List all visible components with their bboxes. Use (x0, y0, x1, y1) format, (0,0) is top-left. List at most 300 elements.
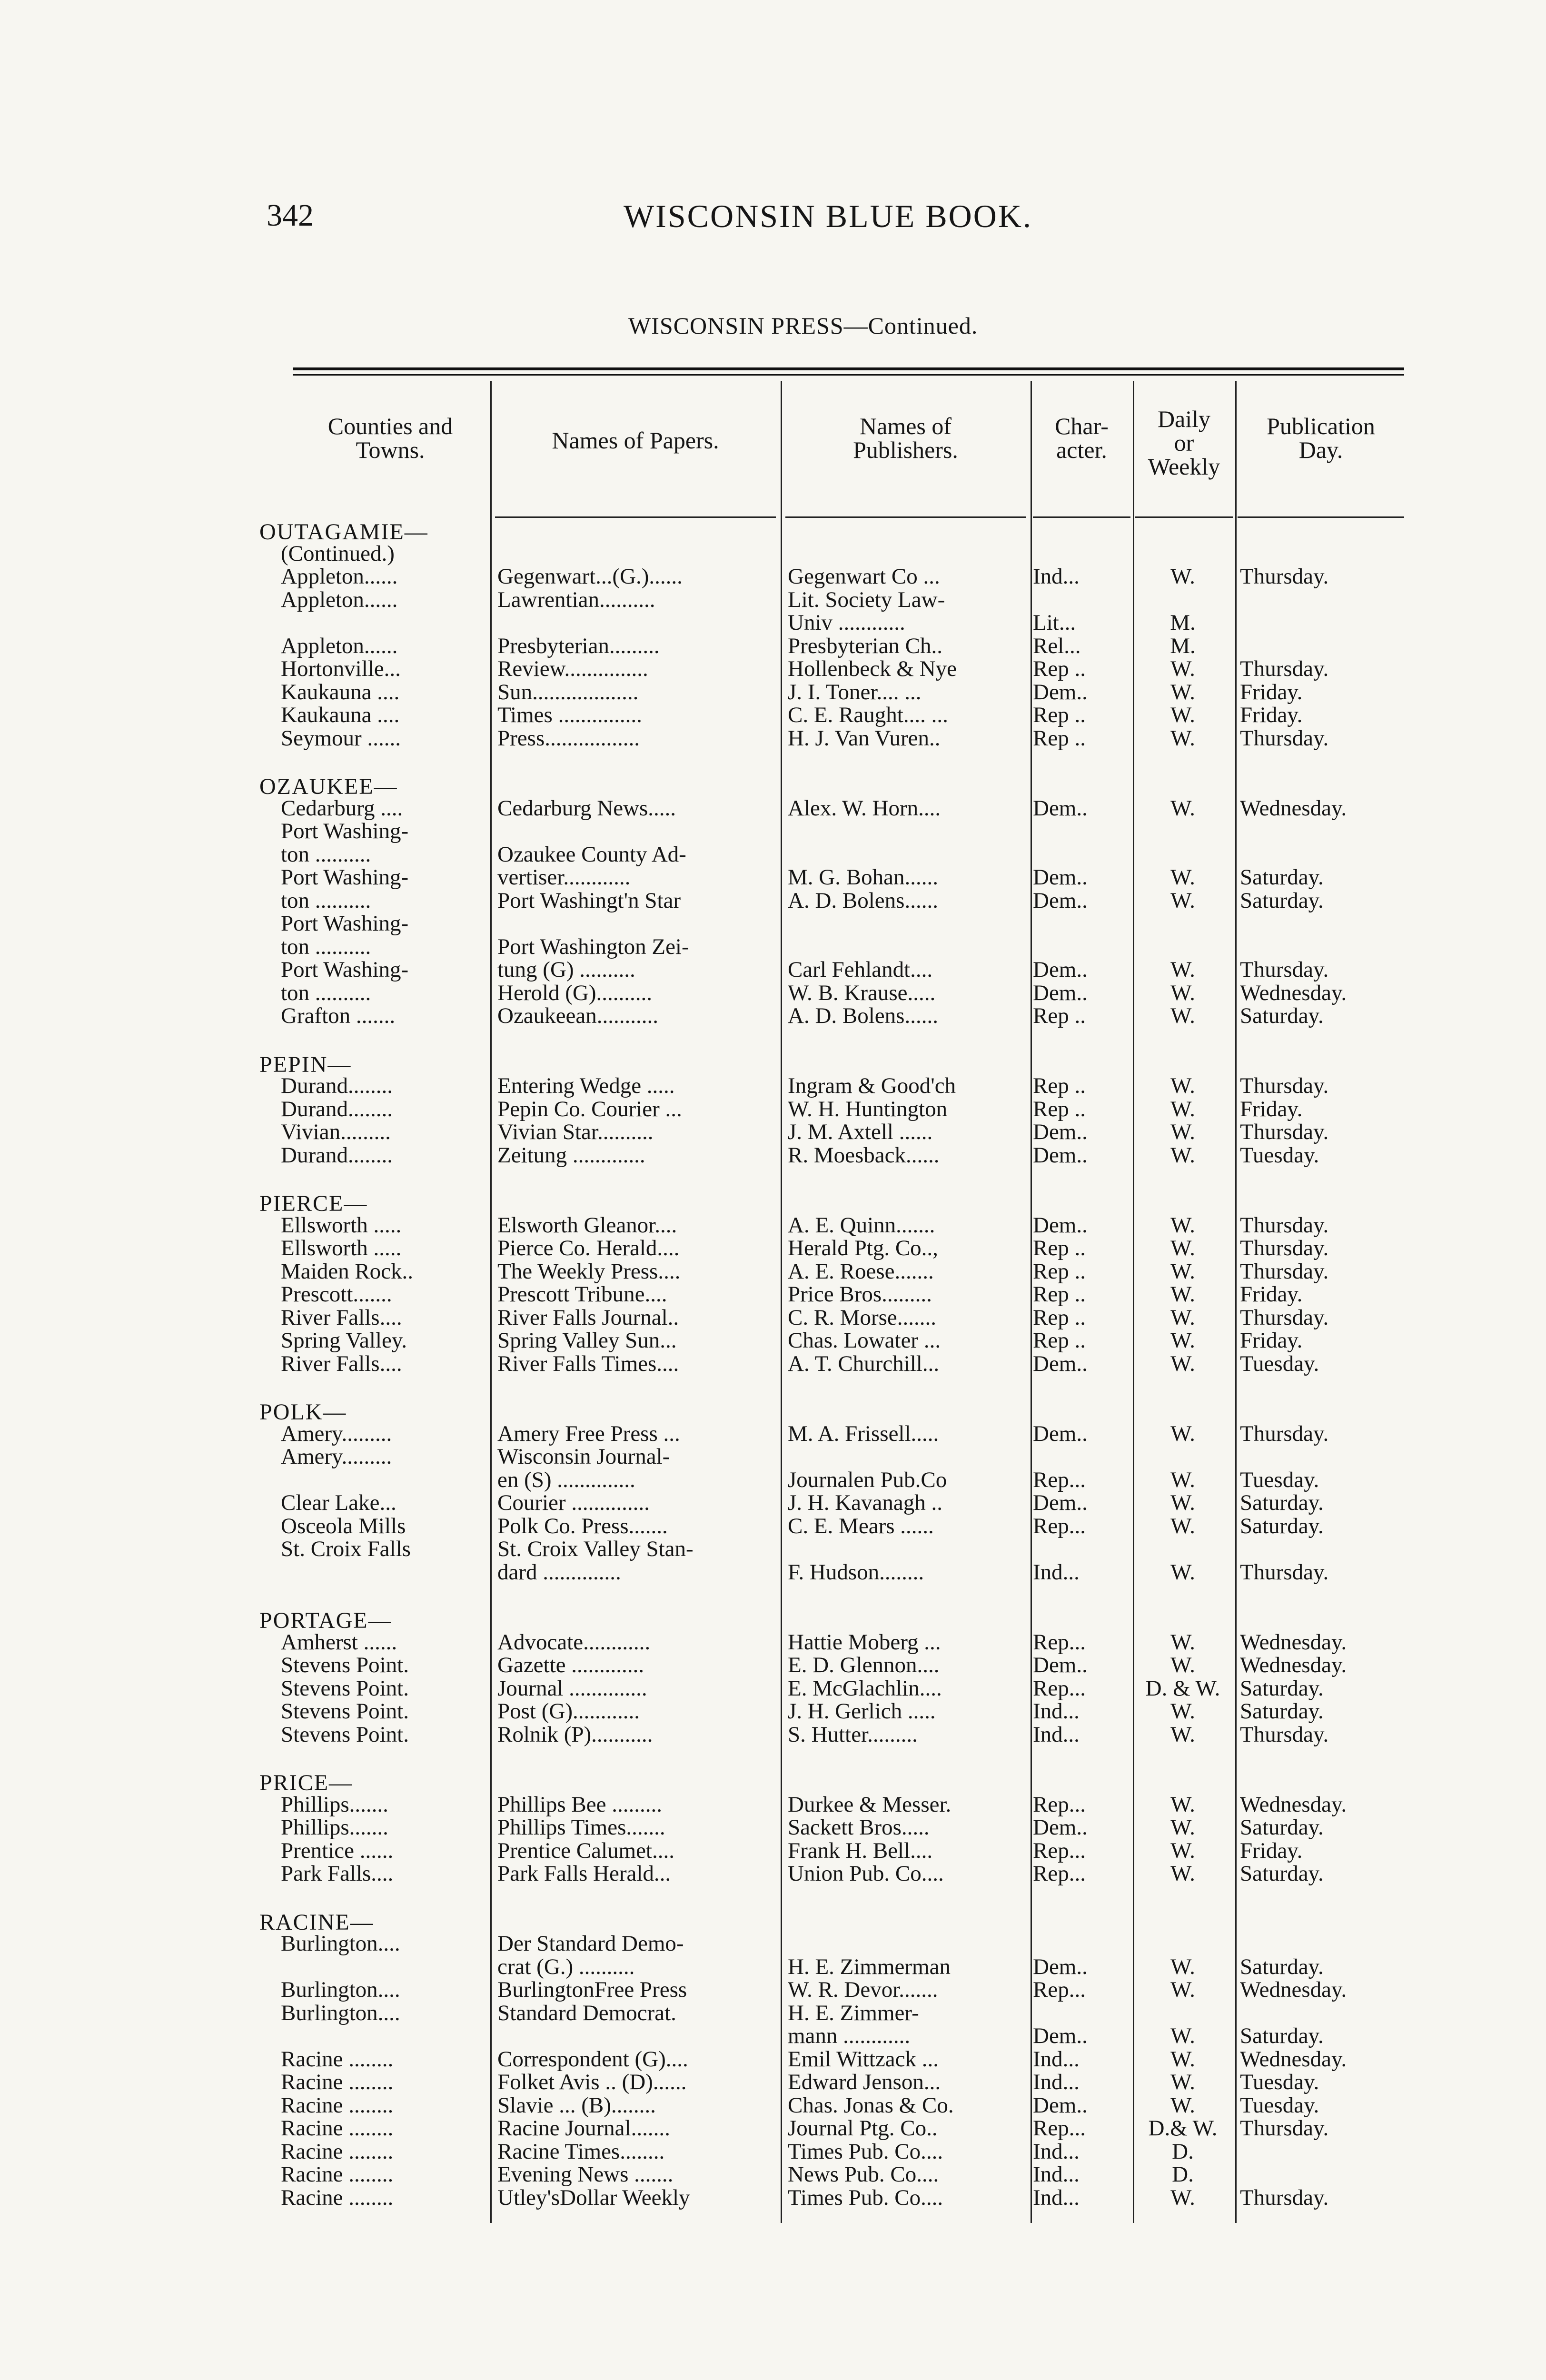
cell-day: Friday. (1240, 1096, 1303, 1121)
cell-town: Appleton...... (281, 564, 398, 589)
cell-paper: Advocate............ (497, 1629, 651, 1655)
cell-frequency: W. (1170, 725, 1195, 751)
cell-paper: Entering Wedge ..... (497, 1073, 675, 1098)
cell-character: Rep .. (1033, 1073, 1086, 1098)
cell-paper: Amery Free Press ... (497, 1421, 680, 1446)
cell-town: Durand........ (281, 1096, 393, 1121)
cell-town: Park Falls.... (281, 1861, 394, 1886)
page-header (0, 198, 1546, 259)
running-title: WISCONSIN BLUE BOOK. (624, 198, 1032, 234)
header-day (1238, 414, 1404, 462)
cell-character: Dem.. (1033, 679, 1088, 704)
cell-character: Rep... (1033, 1467, 1086, 1492)
cell-character: Dem.. (1033, 1815, 1088, 1840)
cell-paper: tung (G) .......... (497, 957, 635, 982)
cell-paper: Port Washington Zei- (497, 934, 689, 959)
cell-frequency: W. (1170, 1977, 1195, 2002)
cell-paper: Standard Democrat. (497, 2000, 676, 2025)
cell-frequency: W. (1170, 1328, 1195, 1353)
header-line: or (1174, 429, 1194, 456)
cell-frequency: W. (1170, 1490, 1195, 1515)
cell-town: Phillips....... (281, 1815, 388, 1840)
cell-character: Rep... (1033, 2116, 1086, 2141)
cell-town: Stevens Point. (281, 1722, 409, 1747)
cell-town: Amery......... (281, 1421, 392, 1446)
cell-paper: Lawrentian.......... (497, 587, 655, 612)
cell-paper: Correspondent (G).... (497, 2046, 688, 2072)
cell-day: Tuesday. (1240, 1467, 1319, 1492)
cell-town: Ellsworth ..... (281, 1212, 402, 1238)
cell-town: ton .......... (281, 888, 371, 913)
cell-frequency: W. (1170, 1120, 1195, 1144)
cell-town: Stevens Point. (281, 1699, 409, 1724)
cell-day: Friday. (1240, 703, 1303, 727)
cell-publisher: Herald Ptg. Co.., (788, 1236, 938, 1260)
cell-publisher: W. B. Krause..... (788, 980, 936, 1005)
cell-day: Thursday. (1240, 2116, 1329, 2141)
cell-day: Saturday. (1240, 1699, 1324, 1724)
cell-frequency: W. (1170, 1513, 1195, 1538)
cell-frequency: W. (1170, 1467, 1195, 1492)
cell-character: Dem.. (1033, 1421, 1088, 1446)
cell-character: Ind... (1033, 564, 1080, 589)
cell-day: Wednesday. (1240, 2046, 1347, 2072)
cell-publisher: S. Hutter......... (788, 1722, 918, 1747)
cell-character: Dem.. (1033, 888, 1088, 913)
cell-paper: Racine Times........ (497, 2139, 665, 2164)
cell-character: Dem.. (1033, 1212, 1088, 1238)
cell-paper: Polk Co. Press....... (497, 1513, 668, 1538)
cell-day: Wednesday. (1240, 1629, 1347, 1655)
cell-paper: crat (G.) .......... (497, 1954, 635, 1979)
cell-paper: River Falls Journal.. (497, 1305, 679, 1330)
cell-character: Rep... (1033, 1792, 1086, 1817)
cell-frequency: W. (1170, 1421, 1195, 1446)
cell-publisher: Carl Fehlandt.... (788, 957, 933, 982)
cell-town: Kaukauna .... (281, 679, 400, 704)
cell-publisher: Durkee & Messer. (788, 1792, 951, 1817)
cell-character: Rep... (1033, 1513, 1086, 1538)
cell-day: Wednesday. (1240, 1653, 1347, 1677)
cell-town: Racine ........ (281, 2162, 394, 2187)
cell-paper: Phillips Times....... (497, 1815, 665, 1840)
cell-day: Tuesday. (1240, 1351, 1319, 1376)
cell-frequency: W. (1170, 1861, 1195, 1886)
cell-paper: BurlingtonFree Press (497, 1977, 687, 2002)
cell-character: Dem.. (1033, 1954, 1088, 1979)
cell-paper: Sun................... (497, 679, 639, 704)
cell-day: Tuesday. (1240, 1142, 1319, 1168)
header-line: acter. (1056, 436, 1107, 463)
cell-publisher: Hollenbeck & Nye (788, 656, 957, 681)
header-line: Day. (1298, 436, 1343, 463)
cell-publisher: Edward Jenson... (788, 2070, 941, 2094)
cell-character: Rep .. (1033, 1305, 1086, 1330)
header-underline (495, 516, 776, 518)
cell-frequency: W. (1170, 1236, 1195, 1260)
cell-frequency: M. (1170, 610, 1196, 635)
cell-frequency: W. (1170, 1096, 1195, 1121)
cell-frequency: W. (1170, 1629, 1195, 1655)
cell-town: Racine ........ (281, 2116, 394, 2141)
header-line: Weekly (1148, 453, 1220, 480)
cell-town: Racine ........ (281, 2092, 394, 2118)
cell-publisher: H. E. Zimmer- (788, 2000, 919, 2025)
cell-town: Burlington.... (281, 1931, 400, 1956)
cell-paper: Prentice Calumet.... (497, 1838, 674, 1863)
cell-frequency: W. (1170, 1073, 1195, 1098)
cell-town: Amery......... (281, 1444, 392, 1469)
cell-publisher: Presbyterian Ch.. (788, 633, 943, 658)
cell-frequency: W. (1170, 1259, 1195, 1284)
cell-day: Saturday. (1240, 1861, 1324, 1886)
cell-paper: Racine Journal....... (497, 2116, 670, 2141)
cell-character: Rep .. (1033, 1259, 1086, 1284)
cell-character: Dem.. (1033, 795, 1088, 821)
cell-frequency: W. (1170, 1838, 1195, 1863)
cell-day: Thursday. (1240, 957, 1329, 982)
cell-town: Durand........ (281, 1142, 393, 1168)
cell-paper: Herold (G).......... (497, 980, 653, 1005)
cell-town: Durand........ (281, 1073, 393, 1098)
cell-publisher: H. J. Van Vuren.. (788, 725, 941, 751)
cell-publisher: Times Pub. Co.... (788, 2185, 943, 2210)
cell-town: ton .......... (281, 934, 371, 959)
cell-paper: Ozaukee County Ad- (497, 842, 686, 867)
cell-character: Dem.. (1033, 1351, 1088, 1376)
cell-publisher: E. McGlachlin.... (788, 1676, 942, 1701)
cell-character: Rep .. (1033, 1096, 1086, 1121)
cell-day: Thursday. (1240, 1259, 1329, 1284)
header-underline (785, 516, 1026, 518)
cell-frequency: W. (1170, 2092, 1195, 2118)
cell-publisher: A. D. Bolens...... (788, 1003, 938, 1028)
cell-paper: Der Standard Demo- (497, 1931, 684, 1956)
cell-day: Saturday. (1240, 1003, 1324, 1028)
cell-paper: Post (G)............ (497, 1699, 640, 1724)
cell-town: Seymour ...... (281, 725, 401, 751)
cell-town: Burlington.... (281, 1977, 400, 2002)
cell-publisher: Frank H. Bell.... (788, 1838, 933, 1863)
cell-paper: Wisconsin Journal- (497, 1444, 670, 1469)
cell-town: Prentice ...... (281, 1838, 394, 1863)
cell-publisher: News Pub. Co.... (788, 2162, 939, 2187)
cell-day: Saturday. (1240, 865, 1324, 890)
cell-paper: Gegenwart...(G.)...... (497, 564, 683, 589)
cell-publisher: C. R. Morse....... (788, 1305, 937, 1330)
county-heading: PORTAGE— (259, 1608, 392, 1633)
cell-town: Port Washing- (281, 819, 409, 843)
top-rule (293, 367, 1404, 370)
cell-frequency: W. (1170, 1212, 1195, 1238)
county-heading: PRICE— (259, 1770, 353, 1795)
cell-town: Osceola Mills (281, 1513, 406, 1538)
cell-frequency: W. (1170, 795, 1195, 821)
cell-character: Ind... (1033, 2046, 1080, 2072)
cell-town: Port Washing- (281, 865, 409, 890)
cell-frequency: W. (1170, 957, 1195, 982)
cell-publisher: A. T. Churchill... (788, 1351, 940, 1376)
cell-character: Rep .. (1033, 656, 1086, 681)
cell-publisher: Chas. Lowater ... (788, 1328, 941, 1353)
cell-publisher: C. E. Mears ...... (788, 1513, 934, 1538)
cell-paper: Journal .............. (497, 1676, 647, 1701)
cell-day: Tuesday. (1240, 2092, 1319, 2118)
cell-character: Dem.. (1033, 865, 1088, 890)
cell-paper: Phillips Bee ......... (497, 1792, 662, 1817)
cell-character: Dem.. (1033, 1490, 1088, 1515)
cell-character: Dem.. (1033, 1120, 1088, 1144)
county-heading: PIERCE— (259, 1191, 368, 1216)
cell-character: Ind... (1033, 1559, 1080, 1585)
cell-publisher: Ingram & Good'ch (788, 1073, 956, 1098)
cell-frequency: W. (1170, 2046, 1195, 2072)
cell-publisher: Hattie Moberg ... (788, 1629, 941, 1655)
cell-day: Saturday. (1240, 1676, 1324, 1701)
header-frequency (1135, 407, 1233, 478)
cell-character: Ind... (1033, 2070, 1080, 2094)
header-line: Names of (860, 413, 951, 439)
cell-frequency: D. (1172, 2139, 1194, 2164)
cell-town: Appleton...... (281, 633, 398, 658)
cell-day: Wednesday. (1240, 1977, 1347, 2002)
cell-town: (Continued.) (281, 541, 395, 566)
cell-town: ton .......... (281, 842, 371, 867)
cell-publisher: H. E. Zimmerman (788, 1954, 951, 1979)
cell-frequency: W. (1170, 865, 1195, 890)
section-title: WISCONSIN PRESS—Continued. (628, 312, 978, 339)
cell-frequency: W. (1170, 1559, 1195, 1585)
cell-frequency: W. (1170, 1815, 1195, 1840)
cell-town: Phillips....... (281, 1792, 388, 1817)
cell-town: Appleton...... (281, 587, 398, 612)
cell-town: Burlington.... (281, 2000, 400, 2025)
cell-character: Ind... (1033, 2139, 1080, 2164)
cell-frequency: W. (1170, 1792, 1195, 1817)
cell-paper: Folket Avis .. (D)...... (497, 2070, 687, 2094)
cell-day: Saturday. (1240, 1815, 1324, 1840)
cell-character: Dem.. (1033, 2092, 1088, 2118)
cell-paper: Presbyterian......... (497, 633, 660, 658)
cell-town: Maiden Rock.. (281, 1259, 414, 1284)
cell-town: Stevens Point. (281, 1653, 409, 1677)
cell-paper: Courier .............. (497, 1490, 650, 1515)
cell-frequency: W. (1170, 703, 1195, 727)
header-line: Char- (1055, 413, 1109, 439)
cell-day: Thursday. (1240, 1212, 1329, 1238)
cell-character: Rep... (1033, 1861, 1086, 1886)
cell-day: Thursday. (1240, 1120, 1329, 1144)
cell-publisher: Alex. W. Horn.... (788, 795, 941, 821)
cell-day: Saturday. (1240, 1954, 1324, 1979)
cell-publisher: A. E. Roese....... (788, 1259, 934, 1284)
cell-publisher: J. H. Gerlich ..... (788, 1699, 936, 1724)
header-line: Publication (1267, 413, 1375, 439)
cell-day: Wednesday. (1240, 795, 1347, 821)
cell-day: Thursday. (1240, 656, 1329, 681)
cell-paper: en (S) .............. (497, 1467, 635, 1492)
cell-character: Rep... (1033, 1838, 1086, 1863)
cell-frequency: D.& W. (1148, 2116, 1218, 2141)
cell-paper: Utley'sDollar Weekly (497, 2185, 690, 2210)
cell-character: Lit... (1033, 610, 1076, 635)
cell-frequency: W. (1170, 2070, 1195, 2094)
cell-town: River Falls.... (281, 1305, 402, 1330)
cell-paper: Spring Valley Sun... (497, 1328, 677, 1353)
header-character (1033, 414, 1130, 462)
cell-publisher: Univ ............ (788, 610, 905, 635)
cell-paper: St. Croix Valley Stan- (497, 1537, 694, 1561)
cell-publisher: R. Moesback...... (788, 1142, 940, 1168)
header-line: Publishers. (853, 436, 958, 463)
header-line: Daily (1157, 406, 1211, 432)
cell-character: Rep .. (1033, 1003, 1086, 1028)
cell-publisher: Times Pub. Co.... (788, 2139, 943, 2164)
cell-character: Rep... (1033, 1977, 1086, 2002)
county-heading: POLK— (259, 1399, 347, 1425)
cell-paper: Prescott Tribune.... (497, 1282, 667, 1307)
cell-paper: Vivian Star.......... (497, 1120, 654, 1144)
header-line: Names of Papers. (552, 427, 719, 454)
cell-town: Amherst ...... (281, 1629, 397, 1655)
cell-publisher: Chas. Jonas & Co. (788, 2092, 954, 2118)
cell-paper: Rolnik (P)........... (497, 1722, 653, 1747)
cell-publisher: mann ............ (788, 2023, 911, 2048)
cell-town: Port Washing- (281, 911, 409, 936)
cell-character: Dem.. (1033, 2023, 1088, 2048)
cell-character: Rep .. (1033, 1236, 1086, 1260)
county-heading: PEPIN— (259, 1051, 352, 1077)
cell-publisher: Sackett Bros..... (788, 1815, 930, 1840)
cell-publisher: W. H. Huntington (788, 1096, 948, 1121)
cell-day: Friday. (1240, 1328, 1303, 1353)
cell-frequency: W. (1170, 980, 1195, 1005)
cell-paper: River Falls Times.... (497, 1351, 679, 1376)
cell-paper: Pierce Co. Herald.... (497, 1236, 680, 1260)
cell-publisher: A. D. Bolens...... (788, 888, 938, 913)
cell-town: Cedarburg .... (281, 795, 403, 821)
cell-town: Ellsworth ..... (281, 1236, 402, 1260)
cell-character: Rep .. (1033, 1282, 1086, 1307)
cell-frequency: W. (1170, 1142, 1195, 1168)
cell-day: Thursday. (1240, 725, 1329, 751)
cell-day: Thursday. (1240, 1421, 1329, 1446)
cell-frequency: W. (1170, 564, 1195, 589)
cell-paper: Elsworth Gleanor.... (497, 1212, 677, 1238)
cell-paper: Zeitung ............. (497, 1142, 645, 1168)
cell-publisher: Journal Ptg. Co.. (788, 2116, 938, 2141)
cell-paper: Ozaukeean........... (497, 1003, 658, 1028)
cell-town: Racine ........ (281, 2046, 394, 2072)
cell-character: Dem.. (1033, 1142, 1088, 1168)
cell-town: Racine ........ (281, 2139, 394, 2164)
cell-paper: Pepin Co. Courier ... (497, 1096, 682, 1121)
cell-character: Ind... (1033, 2185, 1080, 2210)
cell-town: Grafton ....... (281, 1003, 396, 1028)
header-publishers (785, 414, 1026, 462)
cell-publisher: Price Bros......... (788, 1282, 932, 1307)
cell-publisher: F. Hudson........ (788, 1559, 924, 1585)
cell-paper: Park Falls Herald... (497, 1861, 671, 1886)
cell-publisher: Gegenwart Co ... (788, 564, 940, 589)
cell-day: Saturday. (1240, 1490, 1324, 1515)
cell-frequency: W. (1170, 1351, 1195, 1376)
cell-town: ton .......... (281, 980, 371, 1005)
cell-publisher: M. A. Frissell..... (788, 1421, 939, 1446)
cell-character: Rep .. (1033, 1328, 1086, 1353)
cell-character: Dem.. (1033, 1653, 1088, 1677)
header-underline (1135, 516, 1233, 518)
cell-publisher: Lit. Society Law- (788, 587, 945, 612)
cell-frequency: W. (1170, 1653, 1195, 1677)
header-towns (295, 414, 486, 462)
cell-publisher: E. D. Glennon.... (788, 1653, 940, 1677)
cell-day: Saturday. (1240, 888, 1324, 913)
cell-character: Ind... (1033, 2162, 1080, 2187)
cell-publisher: J. M. Axtell ...... (788, 1120, 933, 1144)
cell-publisher: J. I. Toner.... ... (788, 679, 922, 704)
cell-frequency: W. (1170, 1699, 1195, 1724)
cell-day: Friday. (1240, 1282, 1303, 1307)
cell-town: St. Croix Falls (281, 1537, 411, 1561)
cell-town: Kaukauna .... (281, 703, 400, 727)
cell-town: Racine ........ (281, 2070, 394, 2094)
cell-publisher: Journalen Pub.Co (788, 1467, 947, 1492)
cell-character: Rep... (1033, 1676, 1086, 1701)
cell-character: Ind... (1033, 1722, 1080, 1747)
cell-town: Stevens Point. (281, 1676, 409, 1701)
cell-day: Thursday. (1240, 1073, 1329, 1098)
cell-frequency: W. (1170, 1722, 1195, 1747)
cell-frequency: D. & W. (1145, 1676, 1220, 1701)
cell-paper: Slavie ... (B)........ (497, 2092, 656, 2118)
cell-publisher: W. R. Devor....... (788, 1977, 938, 2002)
cell-town: Prescott....... (281, 1282, 392, 1307)
cell-paper: dard .............. (497, 1559, 621, 1585)
cell-publisher: C. E. Raught.... ... (788, 703, 948, 727)
cell-frequency: W. (1170, 2023, 1195, 2048)
cell-publisher: A. E. Quinn....... (788, 1212, 935, 1238)
cell-day: Thursday. (1240, 1722, 1329, 1747)
cell-day: Saturday. (1240, 2023, 1324, 2048)
cell-frequency: W. (1170, 1954, 1195, 1979)
cell-publisher: J. H. Kavanagh .. (788, 1490, 943, 1515)
cell-frequency: W. (1170, 679, 1195, 704)
cell-paper: Review............... (497, 656, 648, 681)
cell-paper: Evening News ....... (497, 2162, 674, 2187)
cell-day: Wednesday. (1240, 980, 1347, 1005)
cell-character: Ind... (1033, 1699, 1080, 1724)
top-rule-thin (293, 374, 1404, 376)
header-line: Towns. (356, 436, 425, 463)
cell-day: Tuesday. (1240, 2070, 1319, 2094)
county-heading: OUTAGAMIE— (259, 519, 428, 545)
cell-town: Clear Lake... (281, 1490, 396, 1515)
cell-character: Rep .. (1033, 703, 1086, 727)
cell-town: River Falls.... (281, 1351, 402, 1376)
cell-day: Friday. (1240, 679, 1303, 704)
cell-paper: Cedarburg News..... (497, 795, 676, 821)
cell-town: Port Washing- (281, 957, 409, 982)
cell-frequency: M. (1170, 633, 1196, 658)
cell-town: Vivian......... (281, 1120, 391, 1144)
cell-frequency: W. (1170, 1282, 1195, 1307)
header-underline (1238, 516, 1404, 518)
header-papers (495, 428, 776, 452)
cell-town: Spring Valley. (281, 1328, 407, 1353)
cell-publisher: Emil Wittzack ... (788, 2046, 939, 2072)
cell-paper: Press................. (497, 725, 640, 751)
